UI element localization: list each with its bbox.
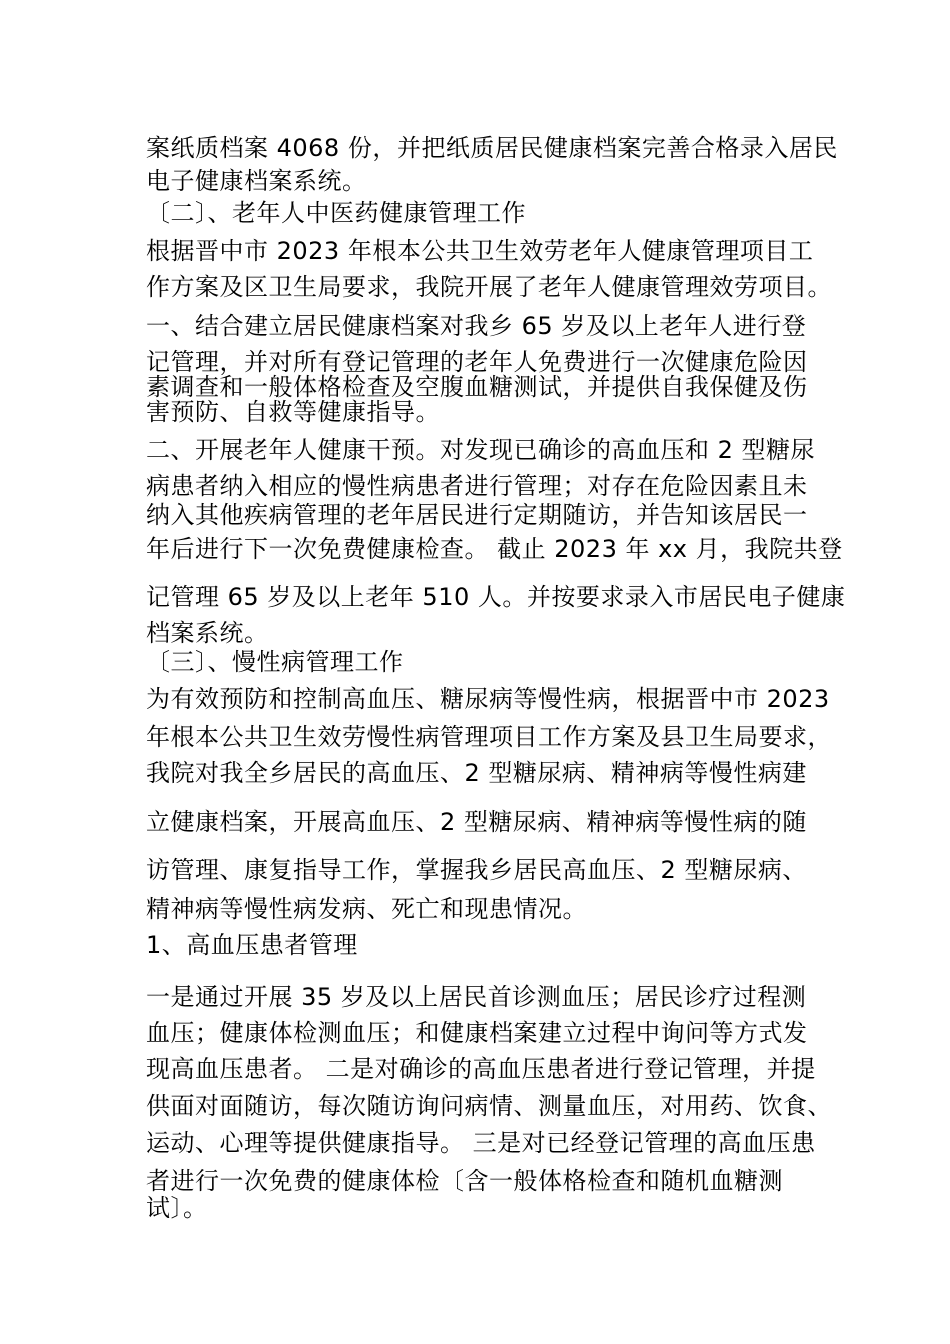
text-line: 我院对我全乡居民的高血压、2 型糖尿病、精神病等慢性病建 xyxy=(146,759,807,787)
text-line: 现高血压患者。 二是对确诊的高血压患者进行登记管理，并提 xyxy=(146,1055,816,1083)
text-line: 者进行一次免费的健康体检〔含一般体格检查和随机血糖测 xyxy=(146,1167,783,1195)
subsection-heading: 1、高血压患者管理 xyxy=(146,931,358,959)
text-line: 害预防、自救等健康指导。 xyxy=(146,398,440,426)
text-line: 一是通过开展 35 岁及以上居民首诊测血压；居民诊疗过程测 xyxy=(146,983,807,1011)
section-heading: 〔二〕、老年人中医药健康管理工作 xyxy=(146,199,526,227)
text-line: 病患者纳入相应的慢性病患者进行管理；对存在危险因素且未 xyxy=(146,472,808,500)
text-line: 档案系统。 xyxy=(146,619,269,647)
text-line: 电子健康档案系统。 xyxy=(146,167,367,195)
text-line: 记管理，并对所有登记管理的老年人免费进行一次健康危险因 xyxy=(146,348,808,376)
text-line: 记管理 65 岁及以上老年 510 人。并按要求录入市居民电子健康 xyxy=(146,583,846,611)
text-line: 一、结合建立居民健康档案对我乡 65 岁及以上老年人进行登 xyxy=(146,312,807,340)
text-line: 访管理、康复指导工作，掌握我乡居民高血压、2 型糖尿病、 xyxy=(146,856,807,884)
text-line: 血压；健康体检测血压；和健康档案建立过程中询问等方式发 xyxy=(146,1019,808,1047)
text-line: 二、开展老年人健康干预。对发现已确诊的高血压和 2 型糖尿 xyxy=(146,436,816,464)
text-line: 供面对面随访，每次随访询问病情、测量血压，对用药、饮食、 xyxy=(146,1092,832,1120)
text-line: 根据晋中市 2023 年根本公共卫生效劳老年人健康管理项目工 xyxy=(146,237,814,265)
text-line: 精神病等慢性病发病、死亡和现患情况。 xyxy=(146,895,587,923)
text-line: 运动、心理等提供健康指导。 三是对已经登记管理的高血压患 xyxy=(146,1129,816,1157)
text-line: 年根本公共卫生效劳慢性病管理项目工作方案及县卫生局要求， xyxy=(146,723,832,751)
section-heading: 〔三〕、慢性病管理工作 xyxy=(146,648,404,676)
text-line: 案纸质档案 4068 份，并把纸质居民健康档案完善合格录入居民 xyxy=(146,134,838,162)
text-line: 立健康档案，开展高血压、2 型糖尿病、精神病等慢性病的随 xyxy=(146,808,807,836)
text-line: 纳入其他疾病管理的老年居民进行定期随访，并告知该居民一 xyxy=(146,501,808,529)
text-line: 试〕。 xyxy=(146,1194,208,1222)
text-line: 年后进行下一次免费健康检查。 截止 2023 年 xx 月，我院共登 xyxy=(146,535,843,563)
text-line: 为有效预防和控制高血压、糖尿病等慢性病，根据晋中市 2023 xyxy=(146,685,830,713)
text-line: 素调查和一般体格检查及空腹血糖测试，并提供自我保健及伤 xyxy=(146,373,808,401)
text-line: 作方案及区卫生局要求，我院开展了老年人健康管理效劳项目。 xyxy=(146,273,832,301)
